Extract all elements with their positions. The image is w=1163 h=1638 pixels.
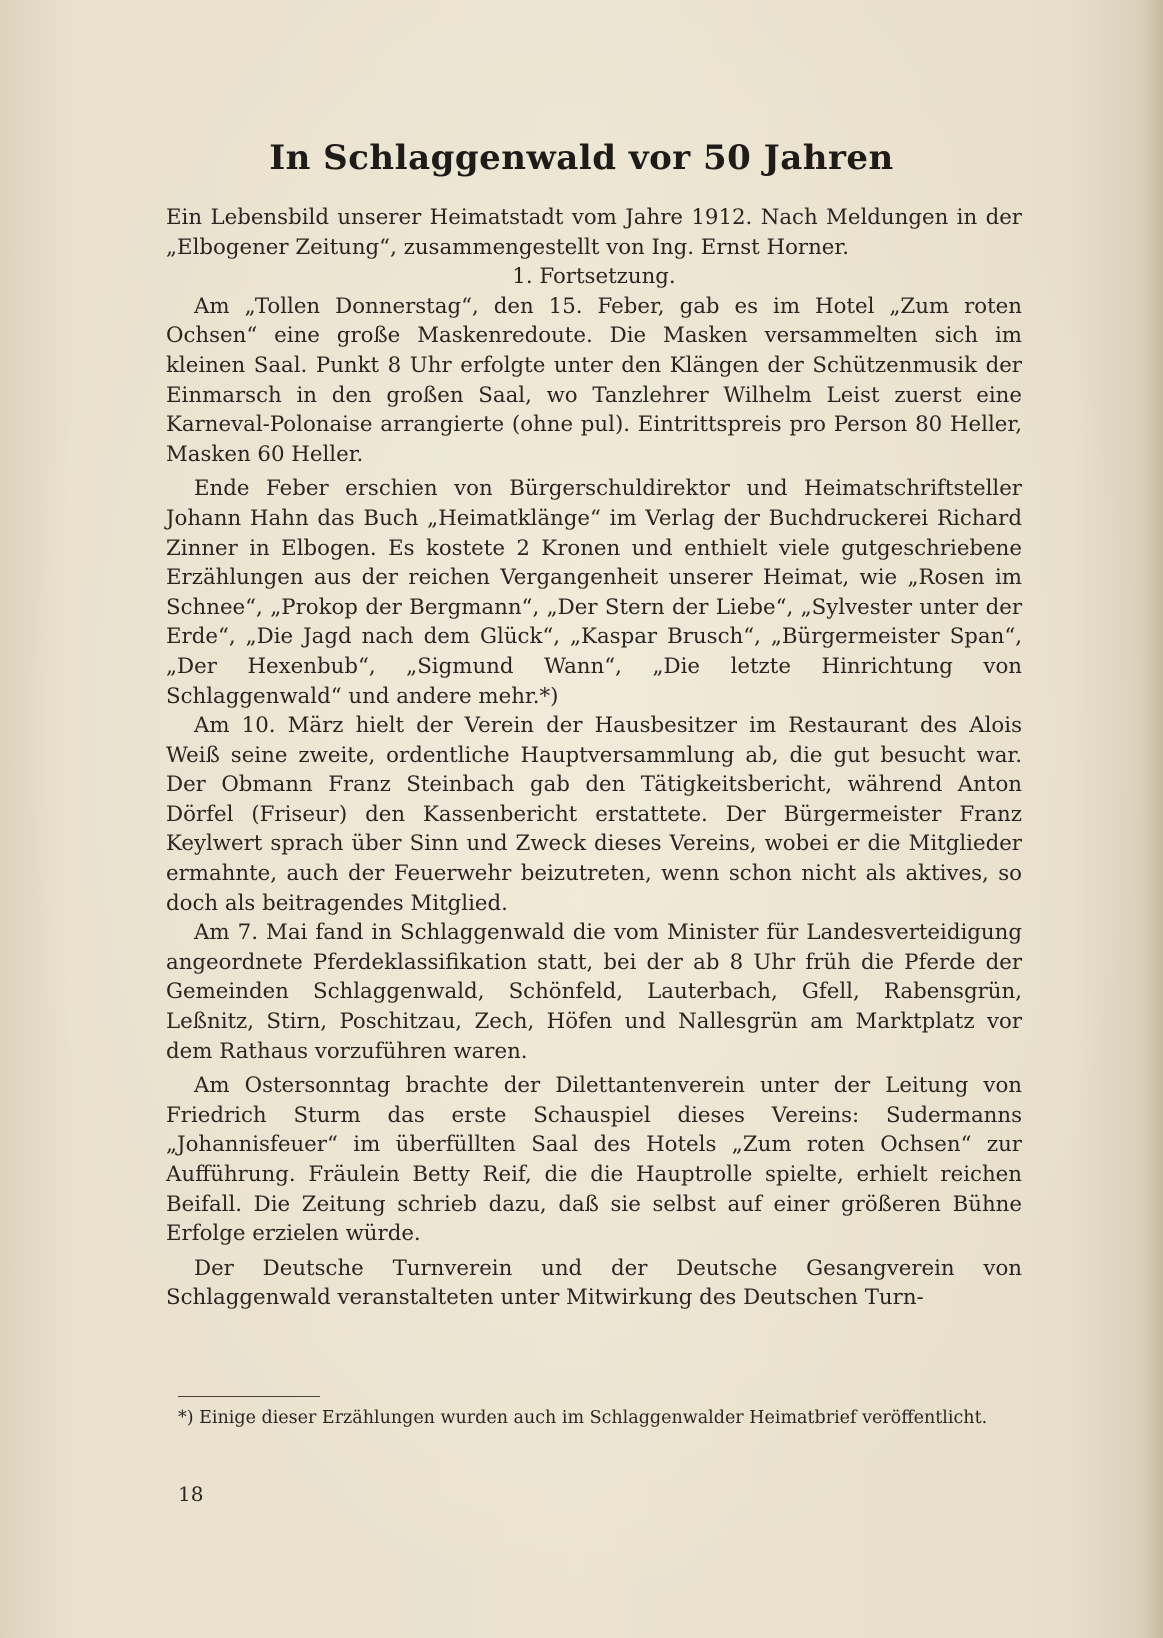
page-number: 18 xyxy=(178,1482,204,1506)
paragraph: Der Deutsche Turnverein und der Deutsche Gesangverein von Schlaggenwald veranstalteten unter Mitwirkung des Deutschen Turn- xyxy=(166,1255,1022,1311)
paragraph: Am Ostersonntag brachte der Dilettantenverein unter der Leitung von Friedrich Sturm das erste Schauspiel dieses Vereins: Sudermanns „Johannisfeuer“ im überfüllten Saal des Hotels „Zum roten Ochsen“ zur Aufführung. Fräulein Betty Reif, die die Hauptrolle spielte, erhielt reichen Beifall. Die Zeitung schrieb dazu, daß sie selbst auf einer größeren Bühne Erfolge erzielen würde. xyxy=(166,1073,1022,1247)
article-body xyxy=(166,203,1022,1313)
footnote-divider xyxy=(178,1396,320,1397)
paragraph: Am „Tollen Donnerstag“, den 15. Feber, gab es im Hotel „Zum roten Ochsen“ eine große Maskenredoute. Die Masken versammelten sich im kleinen Saal. Punkt 8 Uhr erfolgte unter den Klängen der Schützenmusik der Einmarsch in den großen Saal, wo Tanzlehrer Wilhelm Leist zuerst eine Karneval-Polonaise arrangierte (ohne pul). Eintrittspreis pro Person 80 Heller, Masken 60 Heller. xyxy=(166,293,1022,467)
footnote: *) Einige dieser Erzählungen wurden auch im Schlaggenwalder Heimatbrief veröffentlicht. xyxy=(178,1408,988,1428)
paragraph: Ende Feber erschien von Bürgerschuldirektor und Heimatschriftsteller Johann Hahn das Buch „Heimatklänge“ im Verlag der Buchdruckerei Richard Zinner in Elbogen. Es kostete 2 Kronen und enthielt viele gutgeschriebene Erzählungen aus der reichen Vergangenheit unserer Heimat, wie „Rosen im Schnee“, „Prokop der Bergmann“, „Der Stern der Liebe“, „Sylvester unter der Erde“, „Die Jagd nach dem Glück“, „Kaspar Brusch“, „Bürgermeister Span“, „Der Hexenbub“, „Sigmund Wann“, „Die letzte Hinrichtung von Schlaggenwald“ und andere mehr.*) xyxy=(166,476,1022,709)
article-title: In Schlaggenwald vor 50 Jahren xyxy=(269,138,894,178)
intro-paragraph: Ein Lebensbild unserer Heimatstadt vom Jahre 1912. Nach Meldungen in der „Elbogener Zeitung“, zusammengestellt von Ing. Ernst Horner. xyxy=(166,205,1022,260)
paragraph: Am 7. Mai fand in Schlaggenwald die vom Minister für Landesverteidigung angeordnete Pferdeklassifikation statt, bei der ab 8 Uhr früh die Pferde der Gemeinden Schlaggenwald, Schönfeld, Lauterbach, Gfell, Rabensgrün, Leßnitz, Stirn, Poschitzau, Zech, Höfen und Nallesgrün am Marktplatz vor dem Rathaus vorzuführen waren. xyxy=(166,920,1022,1064)
paragraph: Am 10. März hielt der Verein der Hausbesitzer im Restaurant des Alois Weiß seine zweite, ordentliche Hauptversammlung ab, die gut besucht war. Der Obmann Franz Steinbach gab den Tätigkeitsbericht, während Anton Dörfel (Friseur) den Kassenbericht erstattete. Der Bürgermeister Franz Keylwert sprach über Sinn und Zweck dieses Vereins, wobei er die Mitglieder ermahnte, auch der Feuerwehr beizutreten, wenn schon nicht als aktives, so doch als beitragendes Mitglied. xyxy=(166,713,1022,916)
continuation-note: 1. Fortsetzung. xyxy=(512,264,676,290)
